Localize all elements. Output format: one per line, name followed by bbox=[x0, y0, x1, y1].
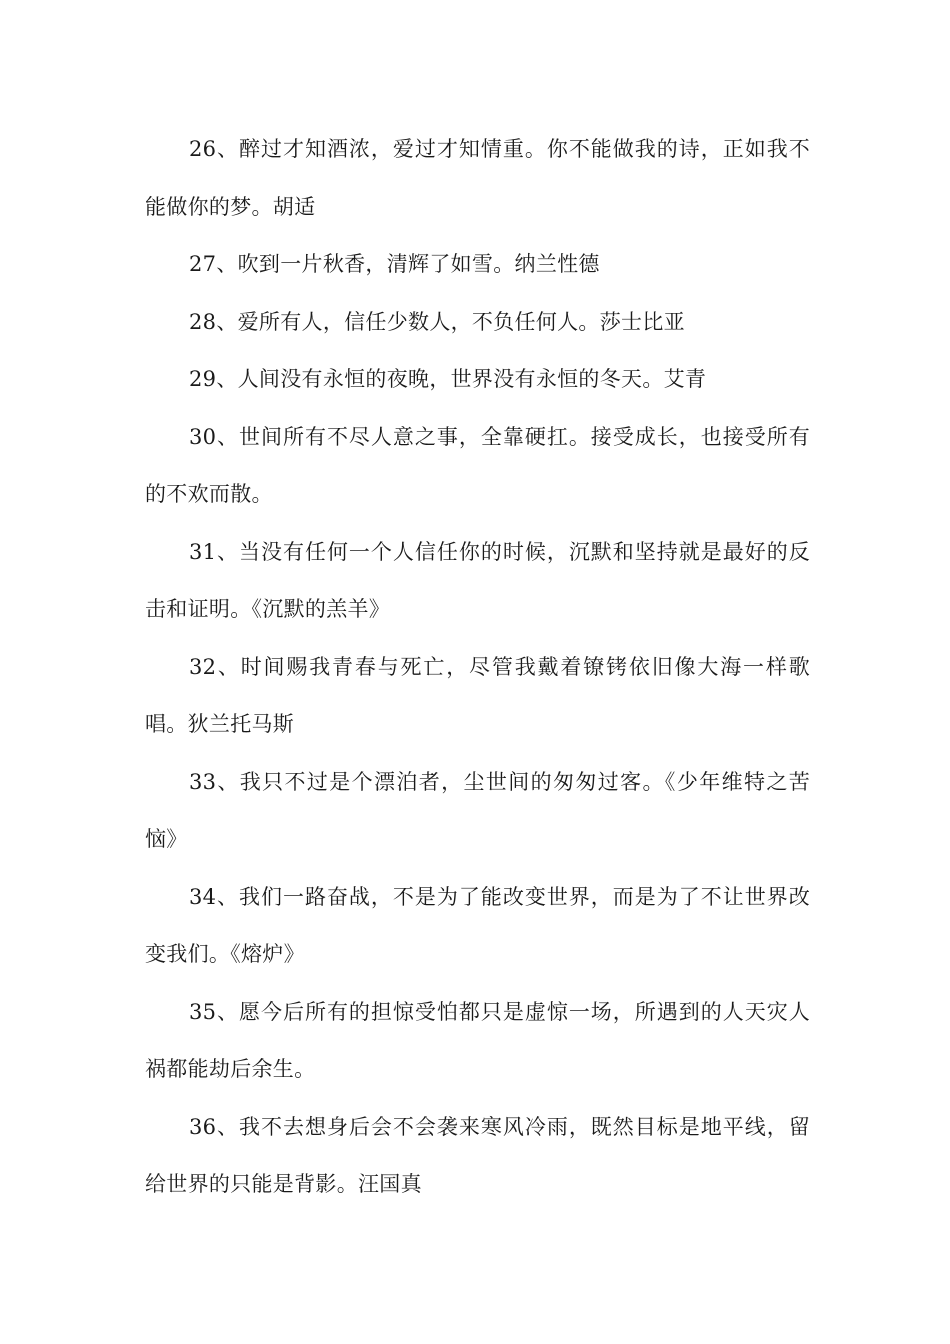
quote-paragraph-27: 27、吹到一片秋香，清辉了如雪。纳兰性德 bbox=[189, 252, 600, 276]
quote-paragraph-30: 30、世间所有不尽人意之事，全靠硬扛。接受成长，也接受所有的不欢而散。 bbox=[145, 424, 810, 506]
quote-paragraph-28: 28、爱所有人，信任少数人，不负任何人。莎士比亚 bbox=[189, 309, 685, 334]
quote-paragraph-34: 34、我们一路奋战，不是为了能改变世界，而是为了不让世界改变我们。《熔炉》 bbox=[145, 884, 810, 966]
quote-paragraph-36: 36、我不去想身后会不会袭来寒风冷雨，既然目标是地平线，留给世界的只能是背影。汪国真 bbox=[145, 1114, 810, 1196]
quote-paragraph-32: 32、时间赐我青春与死亡，尽管我戴着镣铐依旧像大海一样歌唱。狄兰托马斯 bbox=[145, 654, 810, 736]
quote-paragraph-33: 33、我只不过是个漂泊者，尘世间的匆匆过客。《少年维特之苦恼》 bbox=[145, 769, 810, 851]
quote-paragraph-26: 26、醉过才知酒浓，爱过才知情重。你不能做我的诗，正如我不能做你的梦。胡适 bbox=[145, 137, 810, 219]
quote-paragraph-35: 35、愿今后所有的担惊受怕都只是虚惊一场，所遇到的人天灾人祸都能劫后余生。 bbox=[145, 999, 810, 1081]
quote-paragraph-29: 29、人间没有永恒的夜晚，世界没有永恒的冬天。艾青 bbox=[189, 367, 707, 391]
quote-paragraph-31: 31、当没有任何一个人信任你的时候，沉默和坚持就是最好的反击和证明。《沉默的羔羊》 bbox=[145, 539, 810, 621]
quote-list bbox=[145, 121, 810, 1214]
